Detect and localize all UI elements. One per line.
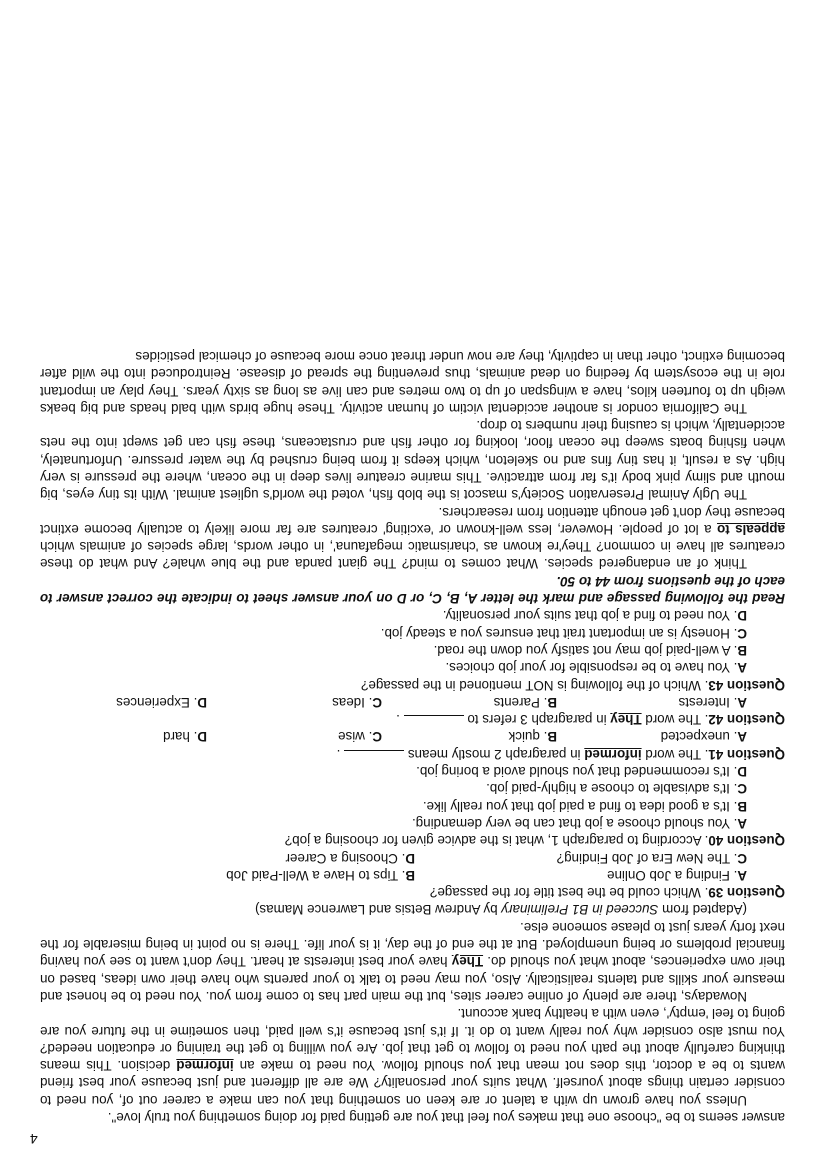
question-label: Question 43 — [708, 677, 785, 693]
text-span: Think of an endangered species. What comes to mind? The giant panda and the blue whale? And what do these creatures all have in common? They're known as 'charismatic megafauna', in other words, large species of animals which — [40, 539, 785, 572]
question-label: Question 42 — [708, 712, 785, 728]
question-text: in paragraph 3 refers to — [467, 712, 607, 728]
paragraph-4 — [40, 503, 785, 572]
option-text: Interests — [678, 694, 730, 710]
question-43 — [40, 676, 785, 693]
option-text: quick — [508, 729, 540, 745]
paragraph-6: The California condor is another accidental victim of human activity. These huge birds with bald heads and big beaks weigh up to fourteen kilos, have a wingspan of up to two metres and can live as long as sixty years. They play an important role in the ecosystem by feeding on dead animals, thus preventing the spread of disease. Reintroduced into the wild after becoming extinct, other than in captivity, they are now under threat once more because of chemical pesticides — [40, 348, 785, 416]
option-d: D. Choosing a Career — [285, 850, 415, 866]
option-text: Ideas — [332, 694, 365, 710]
option-text: Parents — [493, 694, 540, 710]
question-text: . The word — [645, 746, 709, 762]
option-text: You should choose a job that can be very demanding. — [411, 815, 731, 831]
option-text: You need to find a job that suits your personality. — [442, 608, 731, 624]
option-text: hard — [163, 729, 190, 745]
option-text: A well-paid job may not satisfy you down the road. — [433, 642, 731, 658]
question-41: Question 41. The word informed in paragraph 2 mostly means . — [336, 746, 785, 762]
options-row — [40, 728, 785, 745]
option-text: wise — [338, 729, 365, 745]
source-title: Succeed in B1 Preliminary — [501, 902, 659, 918]
text-span: have your best interests at heart. They don't want to see you having financial problems or being unemployed. But at the end of the day, it is your life. There is no point in being miserable for the next forty years just to please someone else. — [40, 919, 785, 970]
source-citation — [40, 901, 785, 918]
option-b: B. quick — [508, 729, 557, 745]
underlined-word: informed — [584, 746, 642, 762]
text-span: (Adapted from — [662, 902, 747, 918]
option-text: Finding a Job Online — [607, 867, 730, 883]
option-text: You have to be responsible for your job choices. — [445, 660, 731, 676]
question-39 — [40, 884, 785, 901]
options-row — [40, 867, 785, 884]
option-d: D. It's recommended that you should avoid a boring job. — [416, 764, 747, 780]
text-span: a lot of people. However, less well-known or 'exciting' creatures are far more likely to actually become extinct because they don't get enough attention from researchers. — [40, 504, 785, 537]
option-c: C. wise — [338, 729, 382, 745]
option-c: C. The New Era of Job Finding? — [556, 850, 747, 866]
paragraph-3 — [40, 918, 785, 1004]
option-a: A. Finding a Job Online — [607, 867, 747, 883]
question-42: Question 42. The word They in paragraph 3 refers to . — [396, 712, 785, 728]
option-text: unexpected — [660, 729, 730, 745]
question-label: Question 39 — [708, 885, 785, 901]
option-text: It's a good idea to find a paid job that you really like. — [422, 798, 730, 814]
option-b: B. Parents — [493, 694, 557, 710]
text-span: decision. This means thinking carefully about the path you need to follow to get that job. Are you willing to get the training or education needed? You must also consider why you really want to do it. If it's just because it's well paid, then sometime in the future you are going to feel 'empty', even with a healthy bank account. — [40, 1006, 785, 1074]
option-text: The New Era of Job Finding? — [556, 850, 731, 866]
option-text: It's recommended that you should avoid a boring job. — [416, 764, 730, 780]
section-instruction: Read the following passage and mark the letter A, B, C, or D on your answer sheet to indicate the correct answer to each of the questions from 44 to 50. — [40, 573, 785, 607]
option-a: A. You should choose a job that can be very demanding. — [411, 815, 747, 831]
option-text: It's advisable to choose a highly-paid job. — [486, 781, 730, 797]
option-text: Honesty is an important trait that ensures you a steady job. — [380, 625, 730, 641]
text-span: Unless you have grown up with a talent or are keen on something that you can make a career out of, you need to consider certain things about yourself. What suits your personality? We are all different and just because your best friend wants to be a doctor, this does not mean that you should follow. You need to make an — [40, 1058, 785, 1108]
text-span: by Andrew Betsis and Lawrence Mamas) — [254, 902, 498, 918]
paragraph-5: The Ugly Animal Preservation Society's mascot is the blob fish, voted the world's ugliest animal. With its tiny eyes, big mouth and slimy pink body it's far from attractive. This marine creature lives deep in the ocean, where the pressure is very high. As a result, it has tiny fins and no skeleton, which keeps it from being crushed by the water pressure. Unfortunately, when fishing boats sweep the ocean floor, looking for other fish and crustaceans, these fish can get swept into the nets accidentally, which is causing their numbers to drop. — [40, 418, 785, 503]
page-number: 4 — [30, 1131, 38, 1148]
option-b: B. A well-paid job may not satisfy you down the road. — [433, 642, 747, 658]
page-content — [40, 348, 785, 1126]
underlined-word: They — [451, 954, 484, 970]
question-text: in paragraph 2 mostly means — [407, 746, 581, 762]
options-row — [40, 849, 785, 866]
underlined-word: appeals to — [717, 521, 785, 537]
option-a: A. Interests — [678, 694, 747, 710]
question-text: . According to paragraph 1, what is the advice given for choosing a job? — [284, 833, 709, 849]
question-label: Question 41 — [708, 746, 785, 762]
text-span: Nowadays, there are plenty of online career sites, but the main part has to come from you. You need to be honest and measure your skills and talents realistically. Also, you may need to talk to your parents who have their own ideas, based on their own experiences, about what you should do. — [40, 954, 785, 1004]
question-text: . Which of the following is NOT mentioned in the passage? — [360, 677, 709, 693]
option-a: A. You have to be responsible for your job choices. — [445, 660, 747, 676]
answer-blank — [344, 750, 404, 763]
option-text: Tips to Have a Well-Paid Job — [226, 867, 399, 883]
question-text: . The word — [645, 712, 709, 728]
option-c: C. Honesty is an important trait that ensures you a steady job. — [380, 625, 747, 641]
option-c: C. Ideas — [332, 694, 382, 710]
question-text: . Which could be the best title for the passage? — [429, 885, 709, 901]
paragraph-1-end: answer seems to be "choose one that makes you feel that you are getting paid for doing something you truly love". — [107, 1110, 785, 1125]
option-b: B. Tips to Have a Well-Paid Job — [226, 867, 415, 883]
option-text: Choosing a Career — [285, 850, 398, 866]
paragraph-2 — [40, 1005, 785, 1109]
option-text: Experiences — [116, 694, 190, 710]
option-c: C. It's advisable to choose a highly-paid job. — [486, 781, 747, 797]
answer-blank — [404, 715, 464, 728]
option-a: A. unexpected — [660, 729, 747, 745]
option-d: D. You need to find a job that suits your personality. — [442, 608, 747, 624]
option-d: D. hard — [163, 729, 207, 745]
underlined-word: informed — [176, 1058, 234, 1074]
option-b: B. It's a good idea to find a paid job that you really like. — [422, 798, 747, 814]
question-40 — [40, 832, 785, 849]
underlined-word: They — [610, 712, 642, 728]
options-row — [40, 694, 785, 711]
question-label: Question 40 — [708, 833, 785, 849]
option-d: D. Experiences — [116, 694, 207, 710]
